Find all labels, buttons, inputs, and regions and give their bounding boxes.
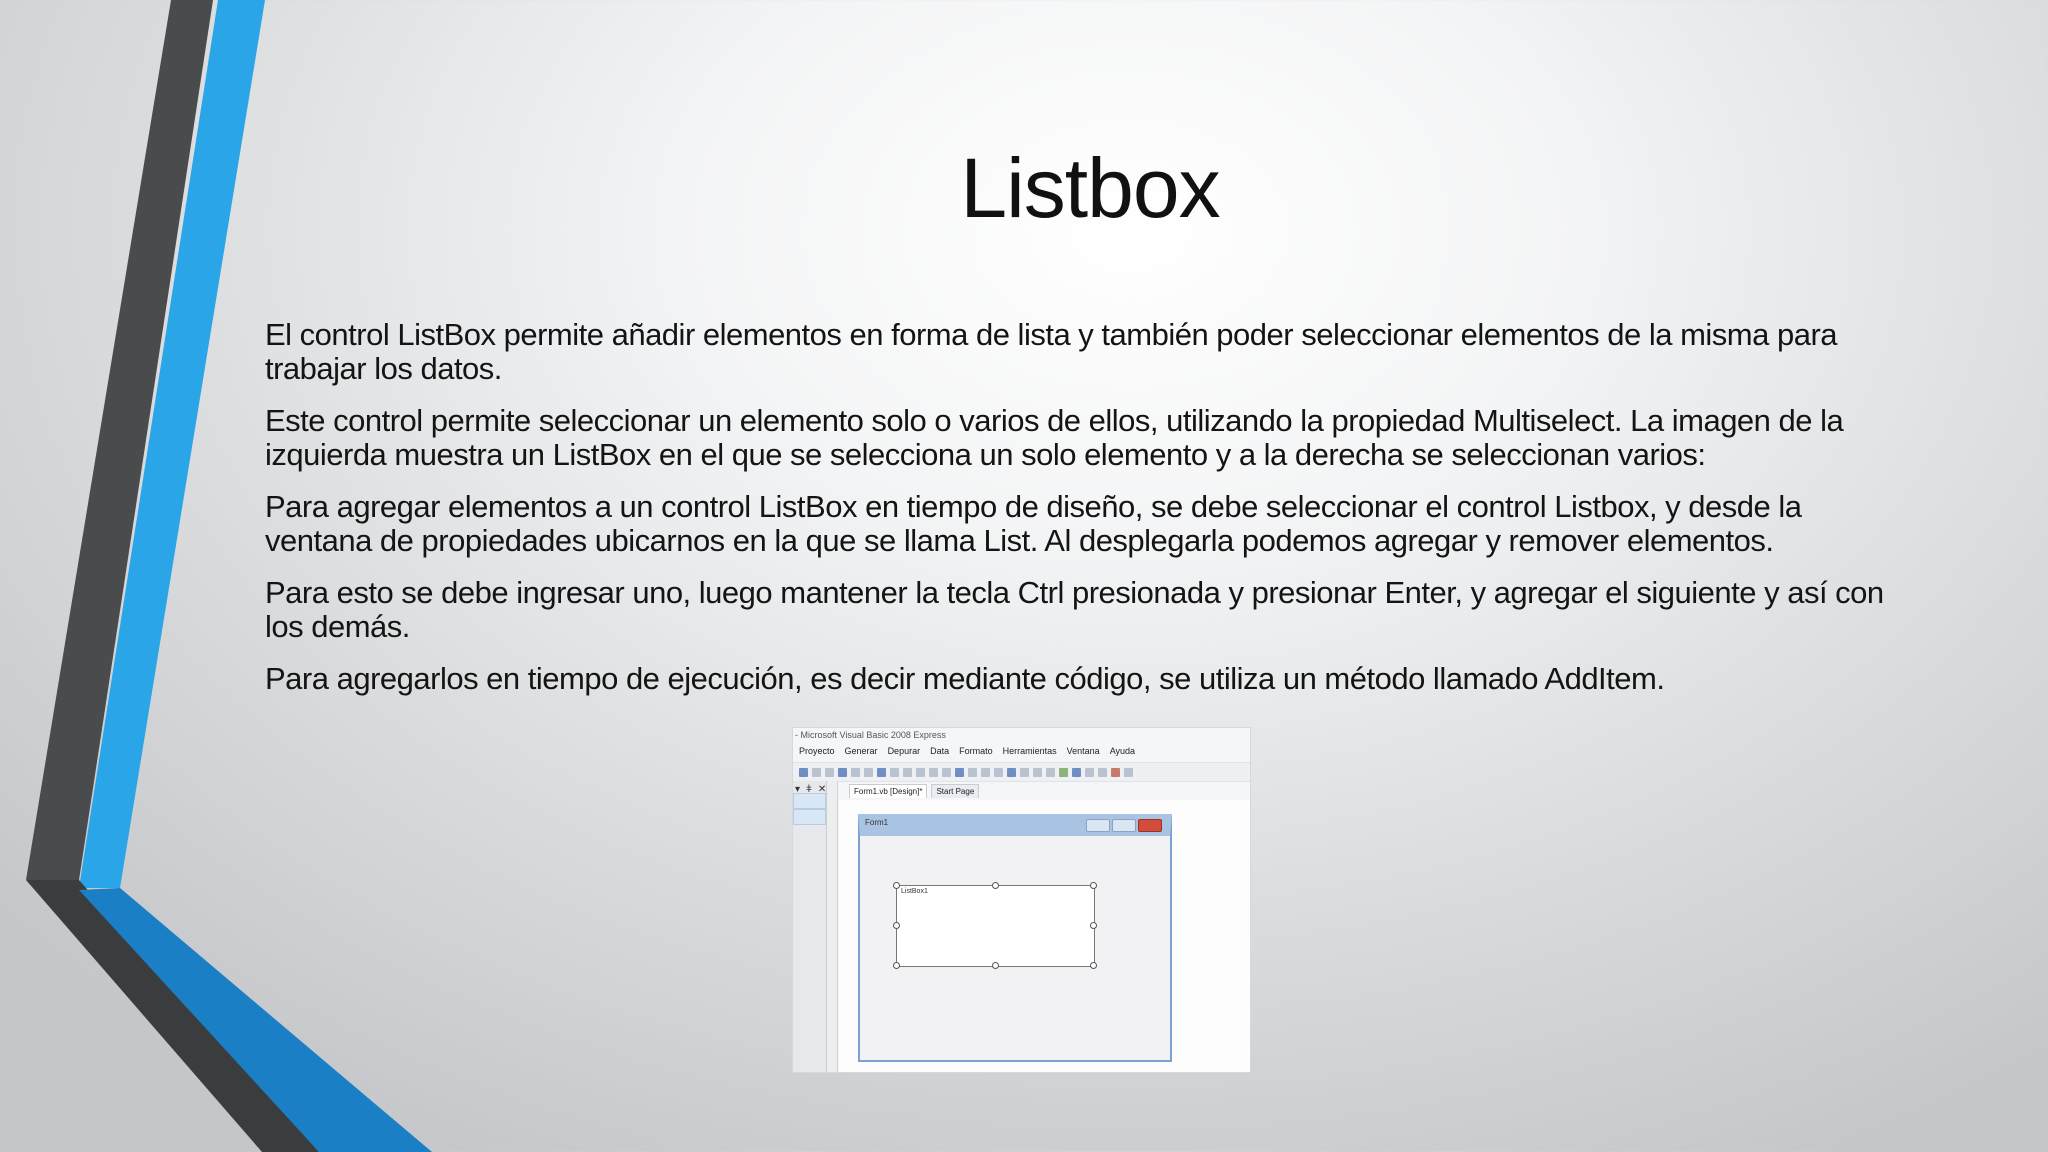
toolbar-icon <box>812 768 821 777</box>
menu-generar: Generar <box>844 746 878 756</box>
paragraph-runtime: Para agregarlos en tiempo de ejecución, es decir mediante código, se utiliza un método llamado AddItem. <box>265 661 1665 696</box>
toolbox-pane <box>793 781 827 1072</box>
toolbar-icon <box>1007 768 1016 777</box>
slide-title: Listbox <box>960 141 1220 235</box>
pin-icon: ǂ <box>806 784 812 795</box>
toolbar-icon <box>799 768 808 777</box>
listbox-label: ListBox1 <box>901 888 928 895</box>
menu-ventana: Ventana <box>1066 746 1100 756</box>
ide-toolbar <box>793 762 1251 782</box>
resize-handle <box>893 922 900 929</box>
toolbar-icon <box>890 768 899 777</box>
toolbar-icon <box>1033 768 1042 777</box>
close-icon <box>1138 819 1162 832</box>
toolbar-icon <box>1020 768 1029 777</box>
listbox-control <box>896 885 1095 967</box>
toolbar-icon <box>864 768 873 777</box>
resize-handle <box>992 882 999 889</box>
maximize-icon <box>1112 819 1136 832</box>
toolbox-item <box>793 809 826 825</box>
toolbar-icon <box>1046 768 1055 777</box>
menu-herramientas: Herramientas <box>1002 746 1057 756</box>
toolbar-icon <box>877 768 886 777</box>
resize-handle <box>1090 962 1097 969</box>
paragraph-design-time: Para agregar elementos a un control ListBox en tiempo de diseño, se debe seleccionar el control Listbox, y desde la ventana de propiedades ubicarnos en la que se llama List. Al desplegarla podemos agregar y remover elementos. <box>265 489 1802 558</box>
ide-window-title: - Microsoft Visual Basic 2008 Express <box>795 730 946 740</box>
close-icon: ✕ <box>817 784 827 795</box>
paragraph-ctrl-enter: Para esto se debe ingresar uno, luego mantener la tecla Ctrl presionada y presionar Enter, y agregar el siguiente y así con los demás. <box>265 575 1884 644</box>
resize-handle <box>992 962 999 969</box>
pane-controls <box>795 784 826 795</box>
ide-menubar <box>793 746 1251 762</box>
dark-lower-stripe <box>26 880 319 1152</box>
menu-proyecto: Proyecto <box>799 746 835 756</box>
document-tabs <box>849 784 979 798</box>
toolbar-icon <box>1085 768 1094 777</box>
toolbar-icon <box>825 768 834 777</box>
resize-handle <box>893 882 900 889</box>
toolbar-icon <box>916 768 925 777</box>
resize-handle <box>893 962 900 969</box>
toolbox-item <box>793 793 826 809</box>
menu-data: Data <box>930 746 950 756</box>
toolbar-icon <box>1124 768 1133 777</box>
toolbar-icon <box>981 768 990 777</box>
toolbar-icon <box>1059 768 1068 777</box>
toolbar-icon <box>968 768 977 777</box>
dropdown-icon: ▾ <box>795 784 801 795</box>
toolbar-icon <box>1098 768 1107 777</box>
menu-ayuda: Ayuda <box>1109 746 1136 756</box>
toolbar-icon <box>1111 768 1120 777</box>
toolbar-icon <box>942 768 951 777</box>
tab-start-page: Start Page <box>931 784 979 798</box>
toolbar-icon <box>929 768 938 777</box>
form1-title: Form1 <box>865 818 889 827</box>
paragraph-intro: El control ListBox permite añadir elementos en forma de lista y también poder seleccionar elementos de la misma para trabajar los datos. <box>265 317 1838 386</box>
vb-ide-screenshot <box>792 727 1251 1073</box>
toolbar-icon <box>1072 768 1081 777</box>
paragraph-multiselect: Este control permite seleccionar un elemento solo o varios de ellos, utilizando la propiedad Multiselect. La imagen de la izquierda muestra un ListBox en el que se selecciona un solo elemento y a la derecha se seleccionan varios: <box>265 403 1844 472</box>
menu-depurar: Depurar <box>887 746 921 756</box>
minimize-icon <box>1086 819 1110 832</box>
menu-formato: Formato <box>959 746 993 756</box>
tab-form1-design: Form1.vb [Design]* <box>849 784 927 798</box>
slide-body <box>265 318 1895 714</box>
toolbar-icon <box>851 768 860 777</box>
form-window-buttons <box>1086 819 1162 832</box>
resize-handle <box>1090 882 1097 889</box>
toolbar-icon <box>838 768 847 777</box>
toolbar-icon <box>994 768 1003 777</box>
pane-scrollbar <box>827 781 838 1072</box>
resize-handle <box>1090 922 1097 929</box>
toolbar-icon <box>903 768 912 777</box>
toolbar-icon <box>955 768 964 777</box>
